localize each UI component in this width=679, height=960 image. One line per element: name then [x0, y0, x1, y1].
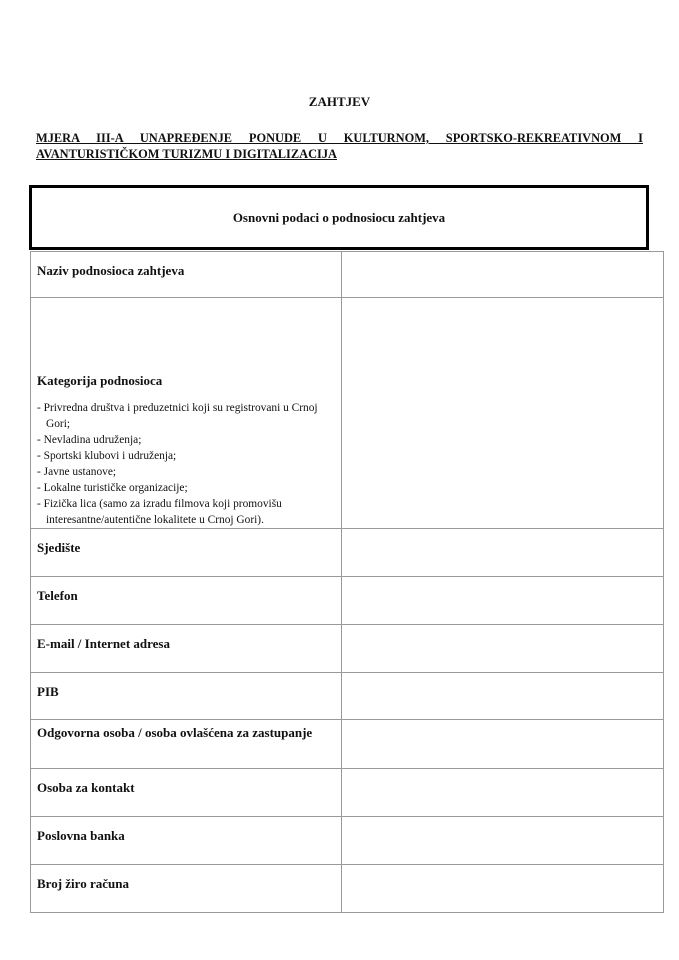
- phone-label: Telefon: [37, 588, 78, 603]
- responsible-person-label: Odgovorna osoba / osoba ovlašćena za zastupanje: [37, 725, 313, 740]
- row-applicant-name: [31, 252, 664, 298]
- label-cell: [31, 720, 342, 769]
- category-option: - Lokalne turističke organizacije;: [37, 482, 188, 494]
- bank-input[interactable]: [342, 817, 664, 865]
- category-label: Kategorija podnosioca: [37, 373, 163, 388]
- pib-input[interactable]: [342, 673, 664, 720]
- label-cell: [31, 673, 342, 720]
- subtitle-line-2: AVANTURISTIČKOM TURIZMU I DIGITALIZACIJA: [36, 147, 337, 161]
- category-option: - Nevladina udruženja;: [37, 434, 142, 446]
- category-option: - Privredna društva i preduzetnici koji su registrovani u Crnoj Gori;: [37, 402, 318, 430]
- seat-input[interactable]: [342, 529, 664, 577]
- contact-person-input[interactable]: [342, 769, 664, 817]
- section-header-label: Osnovni podaci o podnosiocu zahtjeva: [232, 209, 446, 225]
- section-header: [29, 185, 649, 250]
- document-title: ZAHTJEV: [308, 94, 371, 109]
- applicant-form-table: [30, 251, 664, 913]
- row-phone: [31, 577, 664, 625]
- bank-label: Poslovna banka: [37, 828, 125, 843]
- row-contact-person: [31, 769, 664, 817]
- applicant-name-input[interactable]: [342, 252, 664, 298]
- category-option: - Javne ustanove;: [37, 466, 117, 478]
- phone-input[interactable]: [342, 577, 664, 625]
- category-option: - Fizička lica (samo za izradu filmova koji promovišu interesantne/autentične lokalitete u Crnoj Gori).: [37, 498, 282, 526]
- row-pib: [31, 673, 664, 720]
- row-account: [31, 865, 664, 913]
- label-cell: [31, 298, 342, 529]
- pib-label: PIB: [37, 684, 59, 699]
- category-input[interactable]: [342, 298, 664, 529]
- subtitle-line-1: MJERA III-A UNAPREĐENJE PONUDE U KULTURNOM, SPORTSKO-REKREATIVNOM I: [36, 131, 643, 145]
- account-label: Broj žiro računa: [37, 876, 129, 891]
- label-cell: [31, 252, 342, 298]
- account-input[interactable]: [342, 865, 664, 913]
- responsible-person-input[interactable]: [342, 720, 664, 769]
- row-email: [31, 625, 664, 673]
- email-input[interactable]: [342, 625, 664, 673]
- seat-label: Sjedište: [37, 540, 81, 555]
- category-options-list: [37, 400, 335, 528]
- measure-subtitle: [36, 130, 643, 162]
- row-responsible-person: [31, 720, 664, 769]
- label-cell: [31, 577, 342, 625]
- row-bank: [31, 817, 664, 865]
- label-cell: [31, 865, 342, 913]
- row-seat: [31, 529, 664, 577]
- label-cell: [31, 769, 342, 817]
- category-option: - Sportski klubovi i udruženja;: [37, 450, 177, 462]
- applicant-name-label: Naziv podnosioca zahtjeva: [37, 263, 185, 278]
- contact-person-label: Osoba za kontakt: [37, 780, 135, 795]
- label-cell: [31, 529, 342, 577]
- label-cell: [31, 817, 342, 865]
- label-cell: [31, 625, 342, 673]
- email-label: E-mail / Internet adresa: [37, 636, 170, 651]
- row-category: [31, 298, 664, 529]
